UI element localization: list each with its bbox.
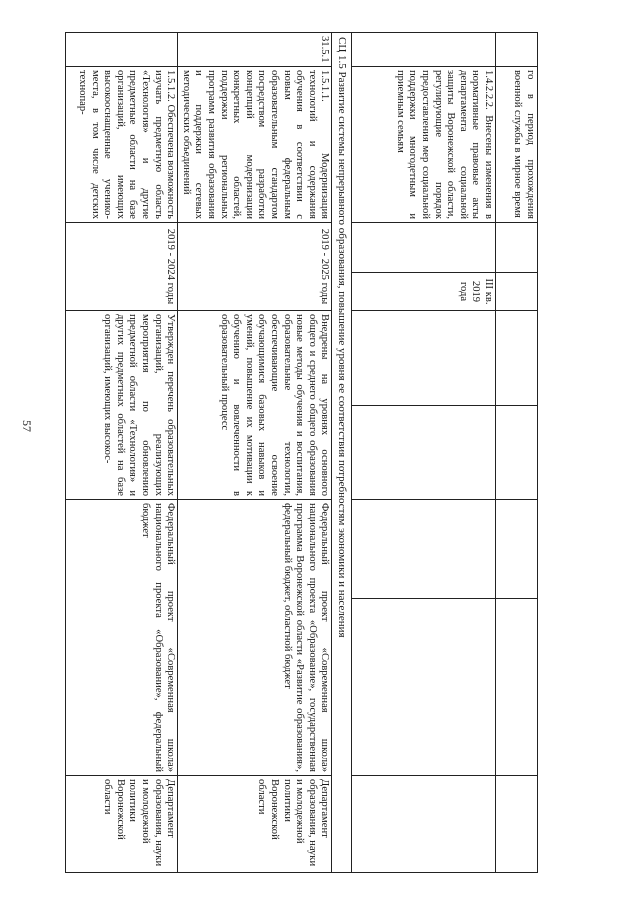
table-row bbox=[352, 33, 496, 873]
page-number: 57 bbox=[20, 420, 34, 432]
result-cell bbox=[496, 500, 538, 599]
empty-cell bbox=[352, 311, 496, 406]
activity-cell: 1.5.1.1. Модернизация технологий и содержания обучения в соответствии с новым федеральным образовательным стандартом посредством разработки концепций модернизации конкретных областей, поддержки региональных программ развития образования и поддержки сетевых методических объединений bbox=[178, 67, 332, 223]
code-cell: 31.5.1 bbox=[178, 33, 332, 67]
executor-cell: Департамент образования, науки и молодежной политики Воронежской области bbox=[66, 776, 178, 873]
section-row bbox=[332, 33, 352, 873]
table-row bbox=[178, 33, 332, 873]
empty-cell bbox=[496, 311, 538, 406]
rotated-table-container bbox=[68, 32, 538, 872]
term-cell bbox=[352, 223, 496, 273]
result-cell: Внедрены на уровнях основного общего и среднего общего образования новые методы обучения и воспитания, образовательные технологии, обеспечивающие освоение обучающимися базовых навыков и умений, повышение их мотивации к обучению и вовлеченности в образовательный процесс bbox=[178, 311, 332, 500]
activity-cell: 1.5.1.2. Обеспечена возможность изучать предметную область «Технология» и другие предметные области на базе организаций, имеющих высокооснащенные ученико-места, в том числе детских технопар- bbox=[66, 67, 178, 223]
executor-cell bbox=[352, 776, 496, 873]
executor-cell: Департамент образования, науки и молодежной политики Воронежской области bbox=[178, 776, 332, 873]
term-cell bbox=[496, 223, 538, 273]
result-cell: Утвержден перечень образовательных организаций, реализующих мероприятия по обновлению предметной области «Технология» и других предметных областей на базе организаций, имеющих высокос- bbox=[66, 311, 178, 500]
executor-cell bbox=[496, 776, 538, 873]
code-cell bbox=[66, 33, 178, 67]
activity-cell: 1.4.2.2.2. Внесены изменения в нормативные правовые акты департамента социальной защиты Воронежской области, регулирующие порядок предоставления мер социальной поддержки многодетным и приемным семьям bbox=[352, 67, 496, 223]
source-cell bbox=[496, 599, 538, 776]
source-cell: Федеральный проект «Современная школа» национального проекта «Образование», федеральный бюджет bbox=[66, 500, 178, 776]
term-cell bbox=[496, 273, 538, 311]
term-cell: 2019 - 2025 годы bbox=[178, 223, 332, 311]
term-cell: III кв. 2019 года bbox=[352, 273, 496, 311]
source-cell: Федеральный проект «Современная школа» национального проекта «Образование», государственная программа Воронежской области «Развитие образования», федеральный бюджет, областной бюджет bbox=[178, 500, 332, 776]
code-cell bbox=[496, 33, 538, 67]
empty-cell bbox=[352, 406, 496, 500]
plan-table bbox=[65, 32, 538, 873]
result-cell bbox=[352, 500, 496, 599]
table-row bbox=[496, 33, 538, 873]
section-title: СЦ 1.5 Развитие системы непрерывного образования, повышение уровня ее соответствия потребностям экономики и населения bbox=[332, 33, 352, 873]
term-cell: 2019 - 2024 годы bbox=[66, 223, 178, 311]
code-cell bbox=[352, 33, 496, 67]
source-cell bbox=[352, 599, 496, 776]
activity-cell: го в период прохождения военной службы в мирное время bbox=[496, 67, 538, 223]
empty-cell bbox=[496, 406, 538, 500]
table-row bbox=[66, 33, 178, 873]
